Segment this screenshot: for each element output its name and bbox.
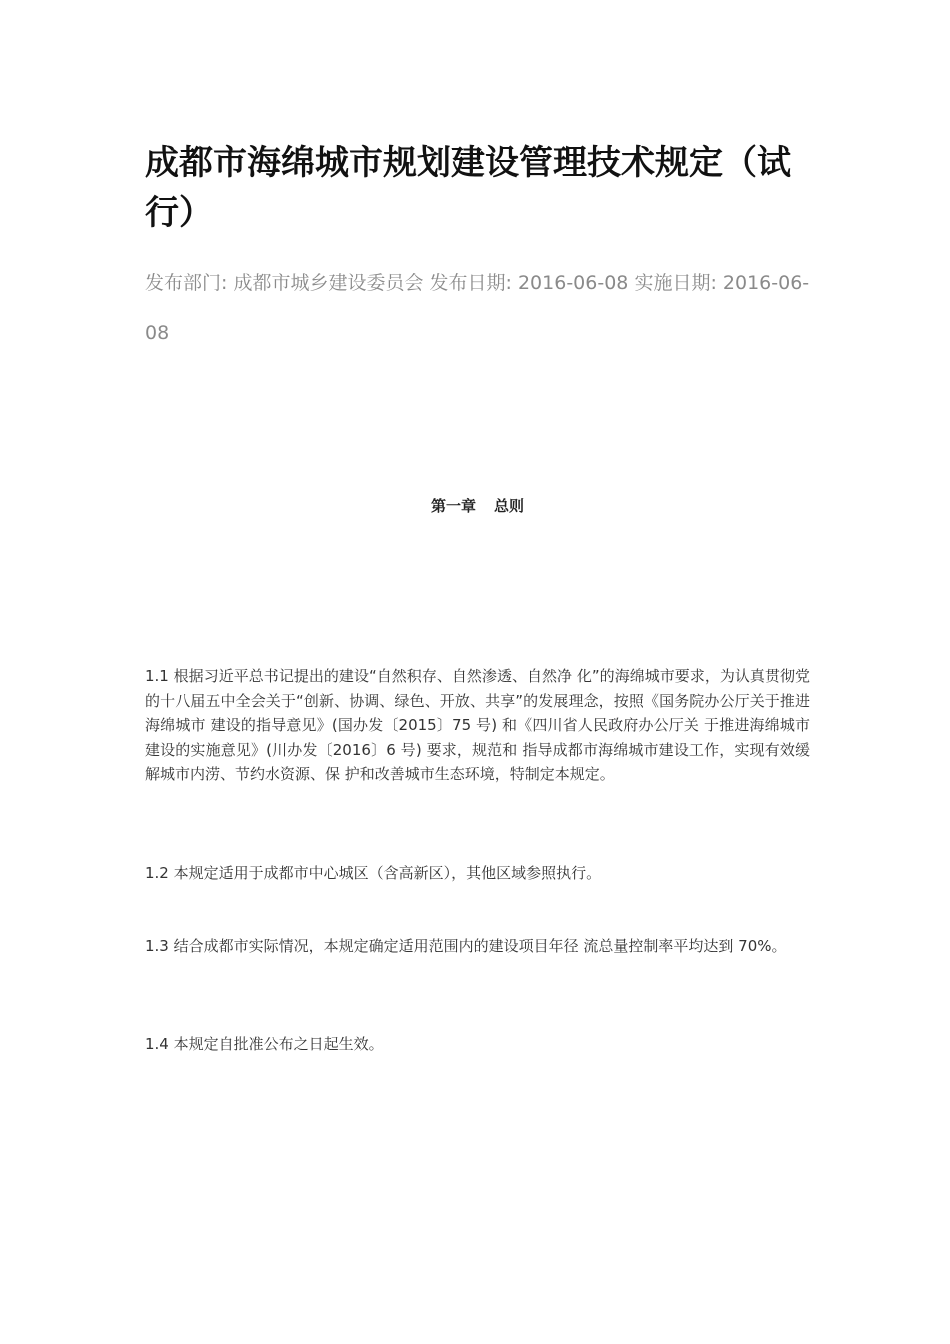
document-meta (145, 258, 810, 358)
dept-label: 发布部门: (145, 272, 228, 294)
publish-date-value: 2016-06-08 (517, 272, 629, 294)
chapter-number: 第一章 (430, 497, 476, 515)
effective-date-label: 实施日期: (634, 272, 717, 294)
paragraph-1-2: 1.2 本规定适用于成都市中心城区（含高新区），其他区域参照执行。 (145, 864, 602, 882)
paragraph-1-1: 1.1 根据习近平总书记提出的建设“自然积存、自然渗透、自然净 化”的海绵城市要求，为认真贯彻党的十八届五中全会关于“创新、协调、绿色、开放、共享”的发展理念，按照《国务院办公厅关于推进海绵城市 建设的指导意见》(国办发〔2015〕75 号) 和《四川省人民政府办公厅关 于推进海绵城市建设的实施意见》(川办发〔2016〕6 号) 要求，规范和 指导成都市海绵城市建设工作，实现有效缓解城市内涝、节约水资源、保 护和改善城市生态环境，特制定本规定。 (145, 667, 810, 783)
publish-date-label: 发布日期: (429, 272, 512, 294)
paragraph-1-3: 1.3 结合成都市实际情况，本规定确定适用范围内的建设项目年径 流总量控制率平均达到 70%。 (145, 937, 787, 955)
chapter-heading (145, 495, 810, 517)
effective-date-value: 2016-06-08 (145, 272, 810, 344)
dept-value: 成都市城乡建设委员会 (233, 272, 424, 294)
paragraph-1-4: 1.4 本规定自批准公布之日起生效。 (145, 1035, 384, 1053)
document-title: 成都市海绵城市规划建设管理技术规定（试行） (145, 143, 791, 233)
chapter-name: 总则 (494, 497, 525, 515)
